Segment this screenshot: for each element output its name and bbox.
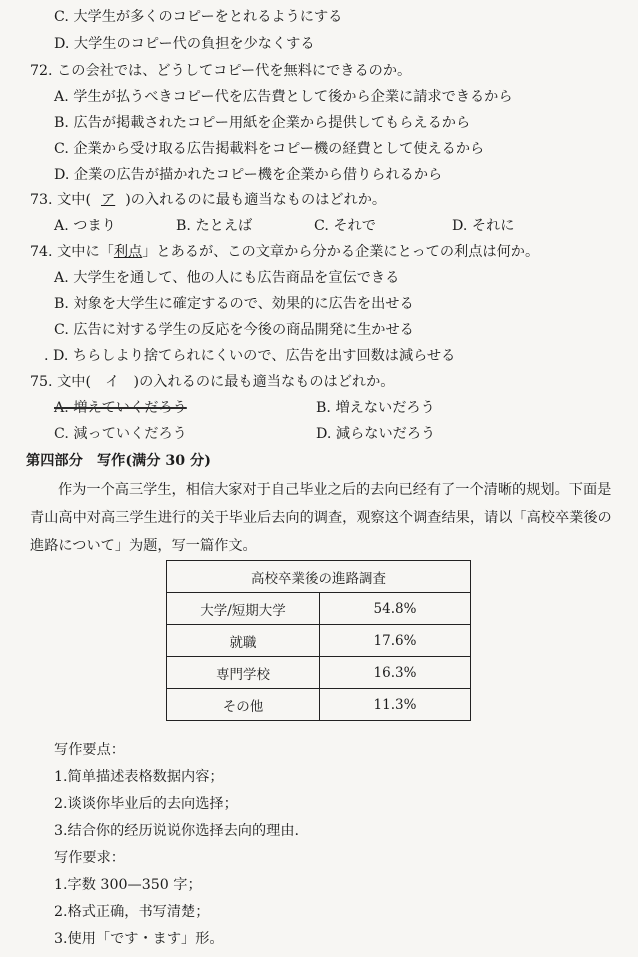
q75-option-a <box>54 399 187 417</box>
points-title: 写作要点： <box>54 742 125 758</box>
q73-option-c: C. それで <box>314 218 376 234</box>
requirements-item-1: 1.字数 300—350 字； <box>54 877 202 893</box>
section4-intro: 作为一个高三学生，相信大家对于自己毕业之后的去向已经有了一个清晰的规划。下面是青山高中对高三学生进行的关于毕业后去向的调查，观察这个调查结果，请以「高校卒業後の進路について」为题，写一篇作文。 <box>30 482 612 554</box>
table-row <box>167 689 471 721</box>
table-row <box>167 625 471 657</box>
q71-option-c: C. 大学生が多くのコピーをとれるようにする <box>54 9 343 25</box>
q74-prefix: 74. 文中に「 <box>30 244 114 260</box>
q74-option-c: C. 広告に対する学生の反応を今後の商品開発に生かせる <box>54 322 414 338</box>
survey-table <box>166 560 471 721</box>
survey-value: 16.3% <box>320 657 471 689</box>
q73-prefix: 73. 文中( <box>30 192 91 208</box>
survey-label: 大学/短期大学 <box>167 593 320 625</box>
q72-option-d: D. 企業の広告が描かれたコピー機を企業から借りられるから <box>54 167 443 183</box>
survey-title-row <box>167 561 471 593</box>
survey-value: 54.8% <box>320 593 471 625</box>
q75-option-a-text: A. 増えていくだろう <box>54 400 187 416</box>
q72-option-b: B. 広告が掲載されたコピー用紙を企業から提供してもらえるから <box>54 115 471 131</box>
q73-option-a: A. つまり <box>54 218 116 234</box>
q71-option-d: D. 大学生のコピー代の負担を少なくする <box>54 36 315 52</box>
q73-question <box>30 191 386 209</box>
survey-label: 専門学校 <box>167 657 320 689</box>
q75-option-b: B. 増えないだろう <box>316 400 435 416</box>
q73-suffix: )の入れるのに最も適当なものはどれか。 <box>125 192 387 208</box>
survey-value: 11.3% <box>320 689 471 721</box>
q72-option-c: C. 企業から受け取る広告掲載料をコピー機の経費として使えるから <box>54 141 485 157</box>
q72-option-a: A. 学生が払うべきコピー代を広告費として後から企業に請求できるから <box>54 89 513 105</box>
requirements-title: 写作要求： <box>54 850 125 866</box>
q75-question: 75. 文中( イ )の入れるのに最も適当なものはどれか。 <box>30 374 395 390</box>
q73-option-d: D. それに <box>452 218 515 234</box>
q74-option-b: B. 対象を大学生に確定するので、効果的に広告を出せる <box>54 296 414 312</box>
table-row <box>167 593 471 625</box>
q74-question <box>30 243 539 261</box>
requirements-item-2: 2.格式正确，书写清楚； <box>54 904 210 920</box>
points-item-2: 2.谈谈你毕业后的去向选择； <box>54 796 238 812</box>
survey-label: その他 <box>167 689 320 721</box>
table-row <box>167 657 471 689</box>
q74-suffix: 」とあるが、この文章から分かる企業にとっての利点は何か。 <box>142 244 540 260</box>
q73-blank: ア <box>100 192 116 208</box>
q75-option-c: C. 減っていくだろう <box>54 426 187 442</box>
q73-option-b: B. たとえば <box>176 218 253 234</box>
q72-question: 72. この会社では、どうしてコピー代を無料にできるのか。 <box>30 63 412 79</box>
points-item-3: 3.结合你的经历说说你选择去向的理由. <box>54 823 300 839</box>
q74-keyword: 利点 <box>113 244 143 260</box>
points-item-1: 1.简单描述表格数据内容； <box>54 769 224 785</box>
requirements-item-3: 3.使用「です・ます」形。 <box>54 931 224 947</box>
section4-title: 第四部分 写作(满分 30 分) <box>26 453 211 469</box>
survey-value: 17.6% <box>320 625 471 657</box>
q74-option-d: . D. ちらしより捨てられにくいので、広告を出す回数は減らせる <box>44 348 456 364</box>
q74-option-a: A. 大学生を通して、他の人にも広告商品を宣伝できる <box>54 270 400 286</box>
survey-label: 就職 <box>167 625 320 657</box>
q75-option-d: D. 減らないだろう <box>316 426 436 442</box>
survey-title: 高校卒業後の進路調査 <box>167 561 471 593</box>
